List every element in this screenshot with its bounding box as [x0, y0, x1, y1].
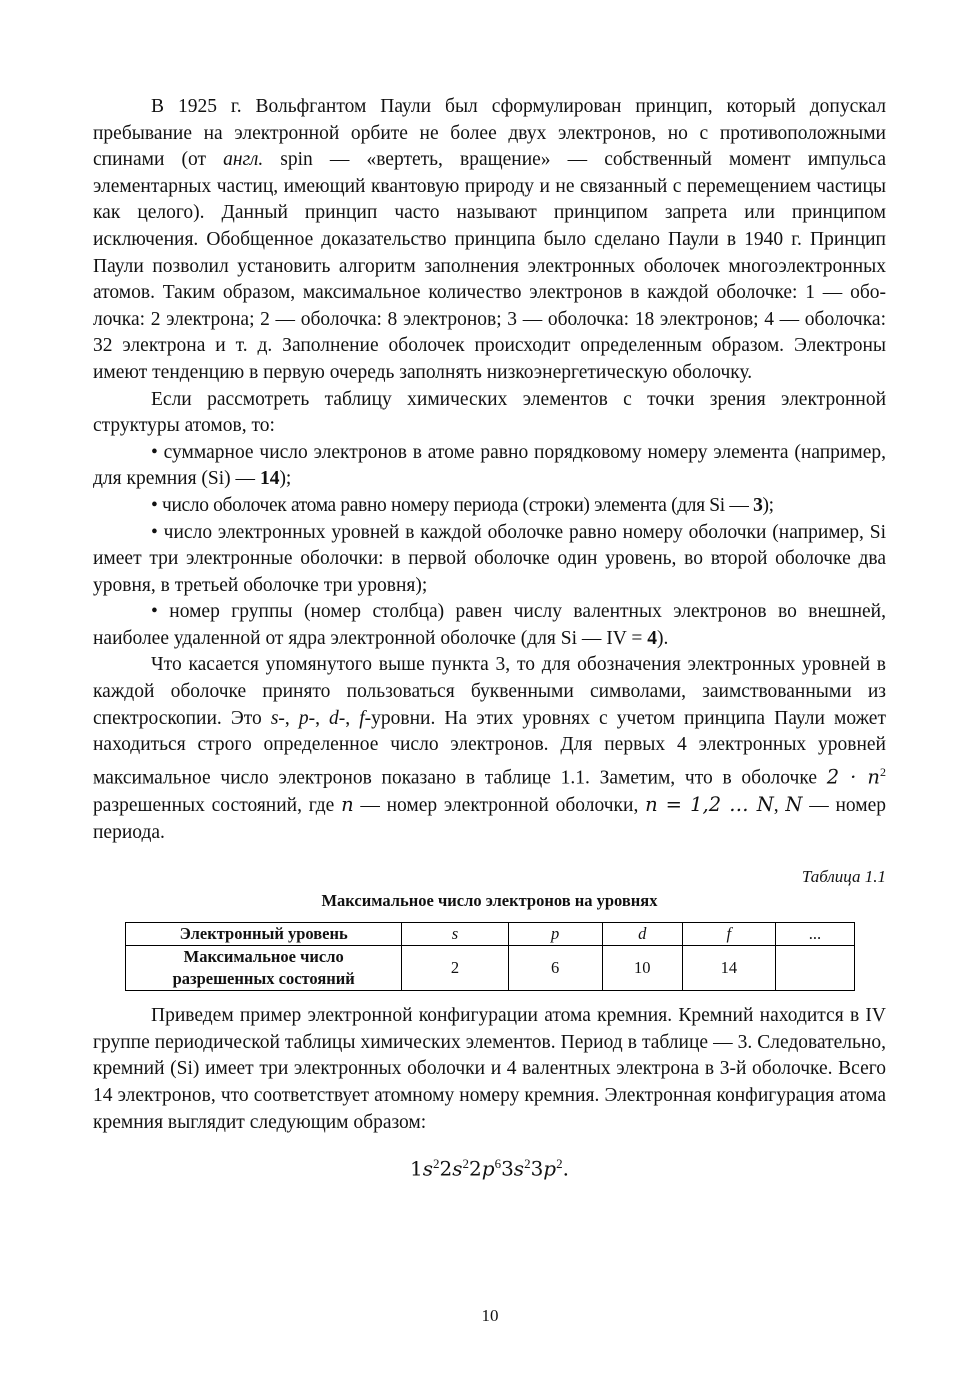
bullet-item-2: • число оболочек атома равно номеру периода (строки) элемента (для Si — 3);	[151, 494, 774, 516]
table-cell: 2	[402, 946, 508, 991]
bullet-item-4: • номер группы (номер столбца) равен числу валентных электронов во внешней, наиболее удаленной от ядра электронной оболочке (для Si — IV = 4).	[93, 601, 886, 649]
table-row-header: Максимальное число разрешенных состояний	[126, 946, 402, 991]
table-cell: 6	[508, 946, 602, 991]
table-cell: ...	[775, 923, 854, 946]
table-cell: p	[508, 923, 602, 946]
table-cell: 14	[682, 946, 775, 991]
table-row	[126, 923, 855, 946]
electron-configuration-formula: $1s^22s^22p^63s^23p^2$.	[410, 1156, 569, 1181]
table-cell	[775, 946, 854, 991]
table-cell: f	[682, 923, 775, 946]
bullet-item-1: • суммарное число электронов в атоме равно порядковому номеру элемента (например, для кремния (Si) — 14);	[93, 441, 886, 490]
page-number: 10	[481, 1306, 499, 1325]
table-cell: s	[402, 923, 508, 946]
paragraph-levels: Что касается упомянутого выше пункта 3, то для обозначения электронных уровней в каждой оболочке принято пользоваться буквенными символами, заимствованными из спектроскопии. Это s-, p-, d-, f-уровни. На этих уровнях с учетом принципа Паули может находиться строго определенное число электронов. Для первых 4 электронных уровней максимальное число электронов показано в таблице 1.1. Заметим, что в оболочке $2 \cdot n^2$ разрешенных состояний, где n — номер электронной оболочки, n = 1,2 … N, N — номер периода.	[93, 654, 887, 843]
table-cell: 10	[602, 946, 682, 991]
bullet-item-3: • число электронных уровней в каждой оболочке равно номеру оболочки (например, Si имеет три электронные оболочки: в первой оболочке один уровень, во второй оболочке два уровня, в третьей оболочке три уровня);	[93, 521, 886, 596]
table-label: Таблица 1.1	[801, 867, 886, 887]
table-row-header: Электронный уровень	[126, 923, 402, 946]
table-title: Максимальное число электронов на уровнях	[321, 891, 658, 911]
table-row	[126, 946, 855, 991]
paragraph-pauli: В 1925 г. Вольфгантом Паули был сформулирован принцип, который допускал пребывание на электронной орбите не более двух электронов, но с противоположными спинами (от англ. spin — «вертеть, вращение» — собственный момент импульса элементарных частиц, имеющий квантовую природу и не связанный с перемещением частицы как целого). Данный принцип часто называют принципом запрета или принципом исключения. Обобщенное доказательство принципа было сделано Паули в 1940 г. Принцип Паули позволил установить алгоритм заполнения электронных оболочек многоэлектронных атомов. Таким образом, максимальное количество электронов в каждой оболочке: 1 — оболочка: 2 электрона; 2 — оболочка: 8 электронов; 3 — оболочка: 18 электронов; 4 — оболочка: 32 электрона и т. д. Заполнение оболочек происходит определенным образом. Электроны имеют тенденцию в первую очередь заполнять низкоэнергетическую оболочку.	[93, 96, 886, 383]
paragraph-table-intro: Если рассмотреть таблицу химических элементов с точки зрения электронной структуры атомов, то:	[93, 388, 886, 437]
paragraph-silicon: Приведем пример электронной конфигурации атома кремния. Кремний находится в IV группе периодической таблицы химических элементов. Период в таблице — 3. Следовательно, кремний (Si) имеет три электронных оболочки и 4 валентных электрона в 3-й оболочке. Всего 14 электронов, что соответствует атомному номеру кремния. Электронная конфигурация атома кремния выглядит следующим образом:	[93, 1005, 886, 1133]
page-content	[93, 94, 886, 1184]
electron-levels-table	[125, 922, 855, 991]
table-cell: d	[602, 923, 682, 946]
